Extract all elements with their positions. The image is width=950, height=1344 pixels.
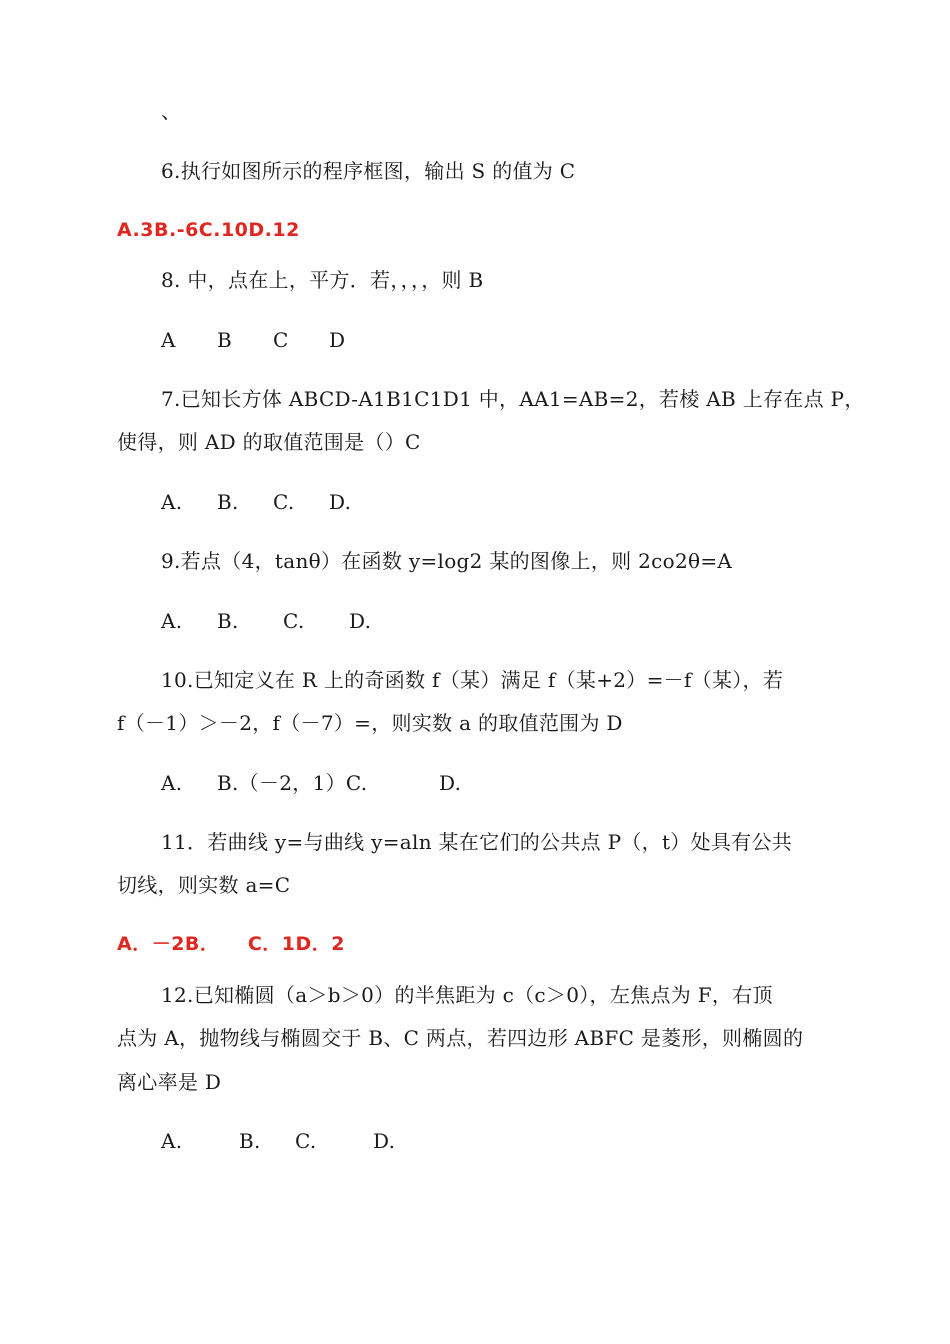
option-b: B [217, 328, 232, 352]
question-6-answer-key: A.3B.-6C.10D.12 [117, 219, 300, 241]
question-12-line-1: 12.已知椭圆（a＞b＞0）的半焦距为 c（c＞0），左焦点为 F，右顶 [161, 983, 773, 1007]
option-c: C. [273, 490, 295, 514]
question-11-line-2: 切线，则实数 a=C [117, 873, 291, 897]
option-a: A. [161, 1129, 183, 1153]
question-12-line-2: 点为 A，抛物线与椭圆交于 B、C 两点，若四边形 ABFC 是菱形，则椭圆的 [117, 1026, 804, 1050]
option-d: D. [329, 490, 352, 514]
question-11-line-1: 11．若曲线 y=与曲线 y=aln 某在它们的公共点 P（，t）处具有公共 [161, 830, 793, 854]
question-11-answer-key: A．－2B． C．1D．2 [117, 933, 346, 955]
question-10-line-2: f（－1）＞－2，f（－7）=，则实数 a 的取值范围为 D [117, 711, 623, 735]
question-12-line-3: 离心率是 D [117, 1070, 222, 1094]
option-a: A [161, 328, 176, 352]
question-6: 6.执行如图所示的程序框图，输出 S 的值为 C [161, 159, 576, 183]
option-b: B. [239, 1129, 261, 1153]
question-7-line-2: 使得，则 AD 的取值范围是（）C [117, 430, 421, 454]
question-9: 9.若点（4，tanθ）在函数 y=log2 某的图像上，则 2co2θ=A [161, 549, 733, 573]
question-12-options [0, 1127, 950, 1155]
question-7-line-1: 7.已知长方体 ABCD-A1B1C1D1 中，AA1=AB=2，若棱 AB 上存在点 P， [161, 387, 865, 411]
option-a: A. [161, 609, 183, 633]
option-a: A. [161, 771, 183, 795]
question-10-options [0, 769, 950, 797]
option-a: A. [161, 490, 183, 514]
question-7-options [0, 488, 950, 516]
option-d: D [329, 328, 346, 352]
option-b-c: B.（－2，1）C. [217, 771, 368, 795]
option-c: C. [295, 1129, 317, 1153]
stray-mark: 、 [161, 99, 182, 123]
question-9-options [0, 607, 950, 635]
question-8: 8. 中，点在上，平方．若，，，，则 B [161, 268, 484, 292]
question-10-line-1: 10.已知定义在 R 上的奇函数 f（某）满足 f（某+2）=－f（某），若 [161, 668, 784, 692]
option-c: C [273, 328, 289, 352]
option-c: C. [283, 609, 305, 633]
option-d: D. [439, 771, 462, 795]
option-d: D. [373, 1129, 396, 1153]
option-b: B. [217, 490, 239, 514]
question-8-options [0, 326, 950, 354]
option-b: B. [217, 609, 239, 633]
option-d: D. [349, 609, 372, 633]
